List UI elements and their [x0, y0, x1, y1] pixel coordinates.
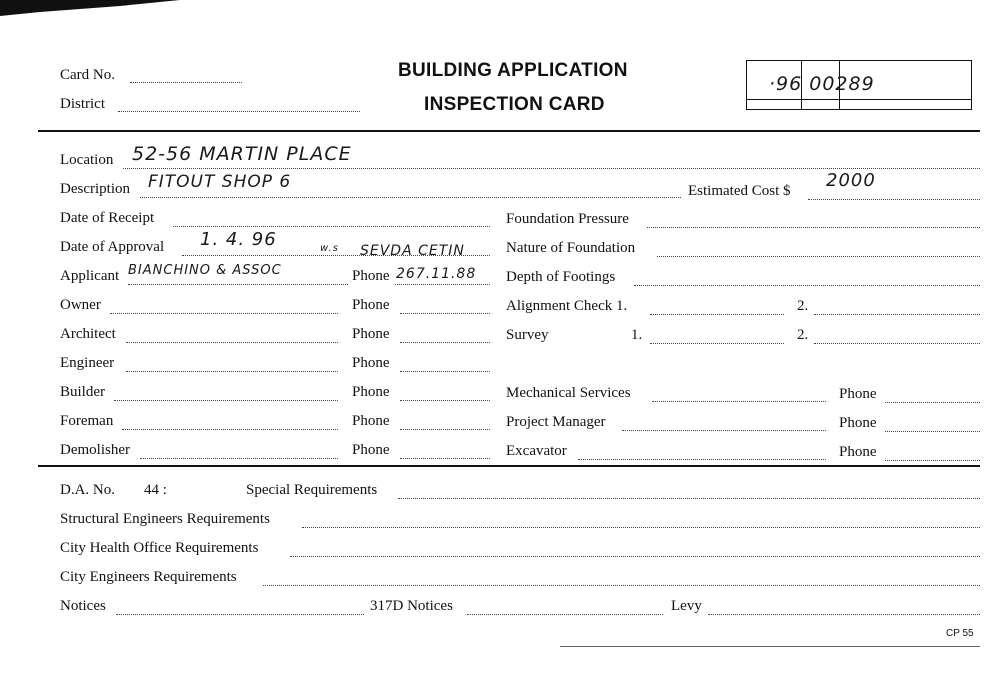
- header-rule: [38, 130, 980, 132]
- box-underline: [747, 99, 971, 100]
- project-manager-label: Project Manager: [506, 414, 606, 430]
- builder-phone-line: [400, 400, 490, 401]
- approval-label: Date of Approval: [60, 239, 165, 255]
- alignment-one-line: [650, 314, 784, 315]
- alignment-two-line: [814, 314, 980, 315]
- demolisher-line: [140, 458, 338, 459]
- applicant-label: Applicant: [60, 268, 120, 284]
- description-line: [140, 197, 681, 198]
- alignment-two-label: 2.: [797, 298, 809, 314]
- builder-line: [114, 400, 338, 401]
- demolisher-label: Demolisher: [60, 442, 130, 458]
- applicant-phone-label: Phone: [352, 268, 390, 284]
- health-requirements-label: City Health Office Requirements: [60, 540, 259, 556]
- owner-phone-line: [400, 313, 490, 314]
- special-requirements-line: [398, 498, 980, 499]
- mechanical-phone-line: [885, 402, 980, 403]
- survey-one-line: [650, 343, 784, 344]
- excavator-phone-line: [885, 460, 980, 461]
- foundation-pressure-line: [647, 227, 980, 228]
- notices-317d-line: [467, 614, 663, 615]
- card-number-value: ·96 00289: [769, 73, 875, 95]
- receipt-line: [173, 226, 490, 227]
- architect-phone-line: [400, 342, 490, 343]
- demolisher-phone-line: [400, 458, 490, 459]
- approval-value: 1. 4. 96: [200, 229, 277, 250]
- project-manager-phone-line: [885, 431, 980, 432]
- receipt-label: Date of Receipt: [60, 210, 155, 226]
- mechanical-services-label: Mechanical Services: [506, 385, 631, 401]
- engineers-requirements-line: [263, 585, 980, 586]
- location-value: 52-56 MARTIN PLACE: [132, 143, 352, 165]
- excavator-line: [578, 459, 826, 460]
- mechanical-phone-label: Phone: [839, 386, 877, 402]
- excavator-label: Excavator: [506, 443, 567, 459]
- engineers-requirements-label: City Engineers Requirements: [60, 569, 237, 585]
- demolisher-phone-label: Phone: [352, 442, 390, 458]
- approval-initials: w.s: [320, 243, 339, 254]
- approval-note: SEVDA CETIN: [360, 243, 465, 259]
- depth-footings-label: Depth of Footings: [506, 269, 616, 285]
- estimated-cost-label: Estimated Cost $: [688, 183, 791, 199]
- location-line: [123, 168, 980, 169]
- foreman-phone-label: Phone: [352, 413, 390, 429]
- architect-label: Architect: [60, 326, 116, 342]
- survey-one-label: 1.: [631, 327, 643, 343]
- engineer-phone-label: Phone: [352, 355, 390, 371]
- notices-317d-label: 317D Notices: [370, 598, 453, 614]
- engineer-label: Engineer: [60, 355, 115, 371]
- applicant-line: [128, 284, 348, 285]
- district-line: [118, 111, 360, 112]
- architect-phone-label: Phone: [352, 326, 390, 342]
- survey-label: Survey: [506, 327, 549, 343]
- da-no-label: D.A. No.: [60, 482, 115, 498]
- description-label: Description: [60, 181, 130, 197]
- nature-foundation-line: [657, 256, 980, 257]
- applicant-phone-line: [395, 284, 490, 285]
- mechanical-services-line: [652, 401, 826, 402]
- form-code: CP 55: [946, 628, 974, 639]
- project-manager-phone-label: Phone: [839, 415, 877, 431]
- location-label: Location: [60, 152, 114, 168]
- notices-line: [116, 614, 364, 615]
- bottom-faint-line: [560, 646, 980, 647]
- notices-label: Notices: [60, 598, 106, 614]
- engineer-line: [126, 371, 338, 372]
- scan-streak: [0, 0, 200, 20]
- builder-label: Builder: [60, 384, 105, 400]
- owner-label: Owner: [60, 297, 101, 313]
- foreman-line: [122, 429, 338, 430]
- owner-line: [110, 313, 338, 314]
- levy-label: Levy: [671, 598, 702, 614]
- card-no-label: Card No.: [60, 67, 115, 83]
- survey-two-line: [814, 343, 980, 344]
- description-value: FITOUT SHOP 6: [148, 172, 292, 192]
- estimated-cost-value: 2000: [826, 170, 876, 191]
- survey-two-label: 2.: [797, 327, 809, 343]
- builder-phone-label: Phone: [352, 384, 390, 400]
- foreman-phone-line: [400, 429, 490, 430]
- excavator-phone-label: Phone: [839, 444, 877, 460]
- nature-foundation-label: Nature of Foundation: [506, 240, 636, 256]
- title-line1: BUILDING APPLICATION: [398, 60, 628, 81]
- middle-rule: [38, 465, 980, 467]
- health-requirements-line: [290, 556, 980, 557]
- project-manager-line: [622, 430, 826, 431]
- depth-footings-line: [634, 285, 980, 286]
- alignment-check-label: Alignment Check 1.: [506, 298, 628, 314]
- structural-requirements-line: [302, 527, 980, 528]
- applicant-phone-value: 267.11.88: [396, 266, 477, 282]
- special-requirements-label: Special Requirements: [246, 482, 378, 498]
- applicant-value: BIANCHINO & ASSOC: [128, 263, 282, 278]
- title-line2: INSPECTION CARD: [424, 94, 605, 115]
- levy-line: [708, 614, 980, 615]
- engineer-phone-line: [400, 371, 490, 372]
- district-label: District: [60, 96, 105, 112]
- foreman-label: Foreman: [60, 413, 114, 429]
- architect-line: [126, 342, 338, 343]
- foundation-pressure-label: Foundation Pressure: [506, 211, 629, 227]
- structural-requirements-label: Structural Engineers Requirements: [60, 511, 270, 527]
- da-no-value: 44 :: [144, 482, 167, 498]
- owner-phone-label: Phone: [352, 297, 390, 313]
- estimated-cost-line: [808, 199, 980, 200]
- card-no-line: [130, 82, 242, 83]
- card-number-box: [746, 60, 972, 110]
